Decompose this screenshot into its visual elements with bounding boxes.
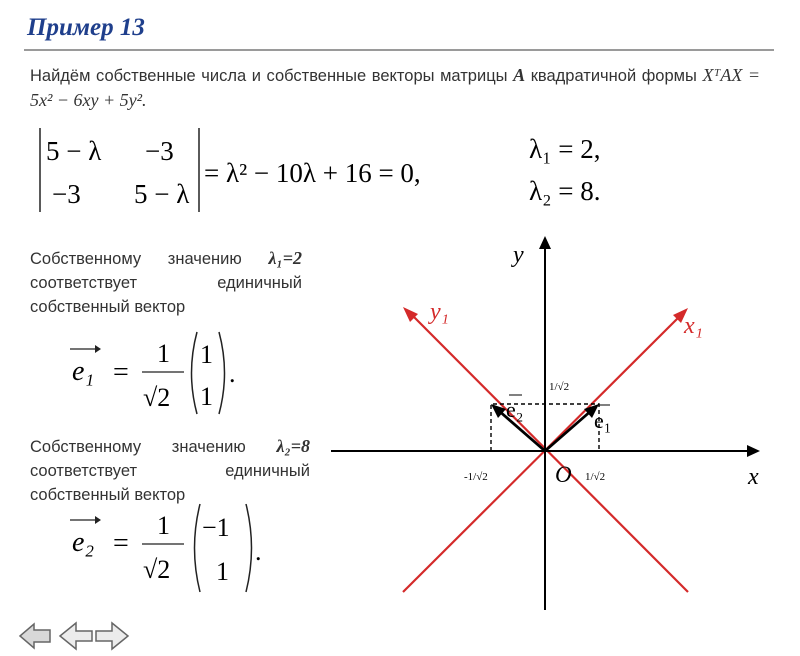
prev-icon[interactable] [60,623,92,649]
intro-part1: Найдём собственные числа и собственные векторы матрицы [30,67,508,85]
y1-axis-label: y₁ [430,299,449,325]
coordinate-diagram [331,236,760,610]
tick-x-neg-label: -1/√2 [464,471,488,483]
block1-line2: соответствует единичный собственный вектор [30,274,302,316]
slide-title: Пример 13 [27,14,145,41]
block2-line2: соответствует единичный собственный вектор [30,462,310,504]
y1-axis-line [413,316,688,592]
det-equation: = λ² − 10λ + 16 = 0, [204,158,421,188]
x1-axis-label: x₁ [684,313,703,339]
e1-label: e₁ [72,356,95,387]
e1-col-0: 1 [200,340,213,369]
vector-e1 [545,410,592,451]
e1-coef-num: 1 [157,339,170,368]
root-lambda2: λ₂ = 8. [529,176,601,206]
x-axis-arrow [747,445,760,457]
x-axis-label: x [748,464,759,490]
block2-text [30,434,310,507]
x1-axis-line [403,316,680,592]
block1-text [30,246,302,319]
e1-col-1: 1 [200,382,213,411]
block2-line1: Собственному значению [30,438,246,456]
period: . [255,537,262,566]
e2-label: e₂ [72,527,95,558]
matrix-name: A [513,65,526,85]
det-m21: −3 [52,179,81,209]
nav-prev-button[interactable] [60,623,92,649]
e2-col-1: 1 [216,557,229,586]
nav-back-button[interactable] [20,624,50,648]
next-icon[interactable] [96,623,128,649]
e1-diagram-label: e₁ [594,408,612,433]
y-axis-label: y [513,242,524,268]
back-icon[interactable] [20,624,50,648]
det-m11: 5 − λ [46,136,102,166]
e1-coef-den: √2 [143,383,171,412]
paren-right [219,332,225,414]
paren-left [195,504,201,592]
y-axis-arrow [539,236,551,249]
intro-part2: квадратичной формы [530,67,697,85]
det-m12: −3 [145,136,174,166]
vector-e2-formula [70,504,262,592]
quadratic-form: XᵀAX = 5x² − 6xy + 5y². [30,65,761,110]
period: . [229,359,236,388]
e2-coef-den: √2 [143,555,171,584]
arrow-head [95,516,101,524]
e2-coef-num: 1 [157,511,170,540]
e2-col-0: −1 [202,513,230,542]
vector-e1-formula [70,332,236,414]
root-lambda1: λ₁ = 2, [529,134,601,164]
block1-line1: Собственному значению [30,250,242,268]
e2-diagram-label: e₂ [506,397,524,422]
det-m22: 5 − λ [134,179,190,209]
block2-value: λ₂=8 [276,436,310,456]
tick-x-pos-label: 1/√2 [585,471,606,483]
arrow-head [95,345,101,353]
equals-sign: = [113,528,129,559]
block1-value: λ₁=2 [268,248,302,268]
determinant [40,128,421,212]
origin-label: O [555,462,572,487]
equals-sign: = [113,357,129,388]
paren-left [192,332,198,414]
paren-right [246,504,252,592]
nav-next-button[interactable] [96,623,128,649]
tick-y-label: 1/√2 [549,381,570,393]
